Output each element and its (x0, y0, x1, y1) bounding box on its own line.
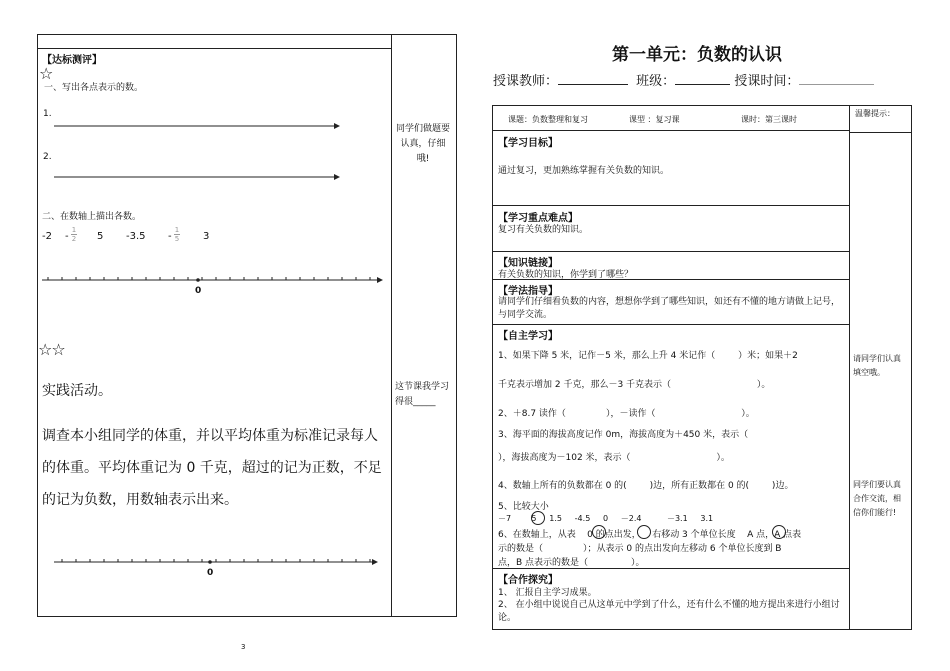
row-rule (492, 251, 849, 252)
teacher-blank[interactable] (558, 84, 628, 85)
q1-item-2: 2. (43, 152, 52, 162)
q1-number-line-1 (52, 121, 342, 131)
cooperation-header: 【合作探究】 (498, 575, 558, 586)
question-1: 一、写出各点表示的数。 (44, 83, 144, 93)
assessment-header: 【达标测评】 (42, 55, 102, 66)
axis2-zero-label: 0 (207, 568, 214, 578)
self-study-q6c: 点，B 点表示的数是（ ）。 (498, 558, 645, 568)
self-study-q6a: 6、在数轴上，从表 0 的点出发， 右移动 3 个单位长度 A 点，A 点表 (498, 530, 802, 540)
self-study-q1a: 1、如果下降 5 米，记作－5 米，那么上升 4 米记作（ ）米；如果＋2 (498, 351, 798, 361)
left-divider (391, 34, 392, 616)
tip-fill-blanks: 请同学们认真填空哦。 (853, 354, 901, 377)
practice-number-line (52, 556, 382, 568)
self-study-q2: 2、＋8.7 读作（ ），－读作（ ）。 (498, 409, 755, 419)
method-header: 【学法指导】 (498, 286, 558, 297)
question-2: 二、在数轴上描出各数。 (42, 212, 142, 222)
row-rule (492, 568, 849, 569)
row-rule (492, 205, 849, 206)
fraction-denominator: 5 (174, 235, 180, 243)
key-points-text: 复习有关负数的知识。 (498, 225, 589, 235)
fraction-fifth (173, 226, 181, 243)
self-study-q3a: 3、海平面的海拔高度记作 0m，海拔高度为＋450 米，表示（ (498, 430, 749, 440)
goal-header: 【学习目标】 (498, 138, 558, 149)
row-rule (492, 324, 849, 325)
time-label: 授课时间： (734, 74, 800, 89)
fraction-half (70, 226, 78, 243)
goal-text: 通过复习，更加熟练掌握有关负数的知识。 (498, 166, 670, 176)
tips-column-divider (849, 105, 850, 629)
self-study-header: 【自主学习】 (498, 331, 558, 342)
tips-header-rule (849, 132, 911, 133)
self-study-q1b: 千克表示增加 2 千克，那么－3 千克表示（ ）。 (498, 380, 771, 390)
lesson-type: 课型 ：复习课 (629, 115, 680, 124)
side-note-reflection: 这节课我学习得很_____ (395, 382, 450, 407)
page-number: 3 (241, 643, 246, 651)
knowledge-link-text: 有关负数的知识，你学到了哪些？ (498, 270, 634, 280)
q1-item-1: 1. (43, 109, 52, 119)
fraction-numerator: 1 (71, 226, 77, 234)
time-blank[interactable] (799, 84, 874, 85)
key-points-header: 【学习重点难点】 (498, 213, 578, 224)
fraction-denominator: 2 (71, 235, 77, 243)
axis-zero-label: 0 (195, 286, 202, 296)
cooperation-item-1: 1、 汇报自主学习成果。 (498, 588, 597, 598)
left-header-rule (37, 48, 391, 49)
tip-cooperate: 同学们要认真合作交流，相信你们能行! (853, 480, 901, 517)
cooperation-item-2: 2、 在小组中说说自己从这单元中学到了什么，还有什么不懂的地方提出来进行小组讨论。 (498, 600, 840, 623)
q2-number: 3 (203, 231, 210, 242)
method-text: 请同学们仔细看负数的内容，想想你学到了哪些知识，如还有不懂的地方请做上记号，与同学交流。 (498, 297, 841, 320)
side-note-careful: 同学们做题要认真，仔细哦! (395, 124, 450, 164)
self-study-q4: 4、数轴上所有的负数都在 0 的( )边，所有正数都在 0 的( )边。 (498, 481, 794, 491)
teacher-info-row (493, 70, 874, 89)
self-study-q6b: 示的数是（ ）；从表示 0 的点出发向左移动 6 个单位长度到 B (498, 544, 782, 554)
q2-number: - (65, 231, 69, 242)
compare-numbers: －7 5 1.5 -4.5 0 －2.4 －3.1 3.1 (498, 514, 714, 523)
q2-number: -2 (42, 231, 52, 242)
lesson-period: 课时：第三课时 (741, 115, 797, 124)
practice-title: 实践活动。 (42, 383, 112, 399)
class-blank[interactable] (675, 84, 730, 85)
self-study-q5: 5、比较大小 (498, 502, 549, 512)
knowledge-link-header: 【知识链接】 (498, 258, 558, 269)
fraction-numerator: 1 (174, 226, 180, 234)
class-label: 班级： (636, 74, 676, 89)
unit-title: 第一单元：负数的认识 (612, 45, 782, 65)
q2-number: - (168, 231, 172, 242)
q1-number-line-2 (52, 172, 342, 182)
row-rule (492, 130, 849, 131)
star-icon: ☆ (39, 64, 54, 83)
q2-number: -3.5 (126, 231, 146, 242)
compare-circle[interactable] (531, 511, 545, 525)
course-name: 课题：负数整理和复习 (508, 115, 588, 124)
tips-header: 温馨提示： (855, 109, 895, 118)
double-star-icon: ☆☆ (38, 340, 65, 359)
q2-number: 5 (97, 231, 104, 242)
practice-text: 调查本小组同学的体重，并以平均体重为标准记录每人的体重。平均体重记为 0 千克，超过的记为正数，不足的记为负数，用数轴表示出来。 (42, 428, 382, 508)
q2-number-line (40, 274, 385, 286)
teacher-label: 授课教师： (493, 74, 559, 89)
self-study-q3b: ），海拔高度为－102 米，表示（ ）。 (498, 453, 730, 463)
